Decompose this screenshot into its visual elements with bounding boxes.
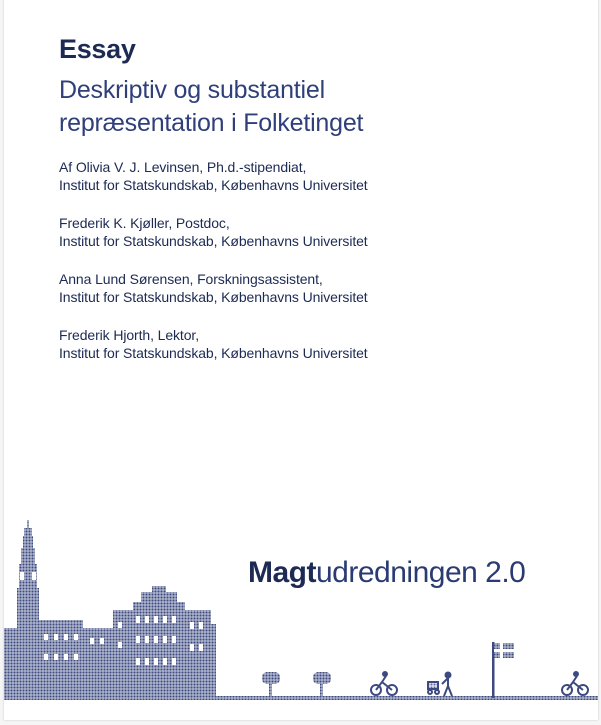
cyclist-icon xyxy=(562,672,588,695)
essay-title-line-2: repræsentation i Folketinget xyxy=(59,109,364,137)
author-entry xyxy=(59,214,529,250)
danish-flag-icon xyxy=(492,642,514,698)
tree-icon xyxy=(313,672,331,696)
document-page xyxy=(4,0,598,720)
essay-title xyxy=(59,74,539,140)
author-entry xyxy=(59,158,529,194)
church-tower-icon xyxy=(17,520,39,698)
cyclist-icon xyxy=(371,672,397,695)
essay-title-line-1: Deskriptiv og substantiel xyxy=(59,76,325,104)
skyline-illustration xyxy=(4,512,598,720)
author-affiliation: Institut for Statskundskab, Københavns Universitet xyxy=(59,177,368,193)
author-name-role: Af Olivia V. J. Levinsen, Ph.d.-stipendiat, xyxy=(59,159,307,175)
author-name-role: Anna Lund Sørensen, Forskningsassistent, xyxy=(59,271,323,287)
author-entry xyxy=(59,270,529,306)
ground-line xyxy=(4,696,598,700)
author-affiliation: Institut for Statskundskab, Københavns Universitet xyxy=(59,289,368,305)
author-name-role: Frederik K. Kjøller, Postdoc, xyxy=(59,215,230,231)
logo-bold-part: Magt xyxy=(248,556,316,589)
author-affiliation: Institut for Statskundskab, Københavns Universitet xyxy=(59,233,368,249)
author-name-role: Frederik Hjorth, Lektor, xyxy=(59,327,199,343)
tree-icon xyxy=(262,672,280,696)
logo-rest-part: udredningen 2.0 xyxy=(316,556,526,589)
author-list xyxy=(59,158,529,382)
pedestrian-with-pram-icon xyxy=(428,673,452,697)
author-entry xyxy=(59,326,529,362)
author-affiliation: Institut for Statskundskab, Københavns Universitet xyxy=(59,345,368,361)
essay-label: Essay xyxy=(59,34,136,64)
